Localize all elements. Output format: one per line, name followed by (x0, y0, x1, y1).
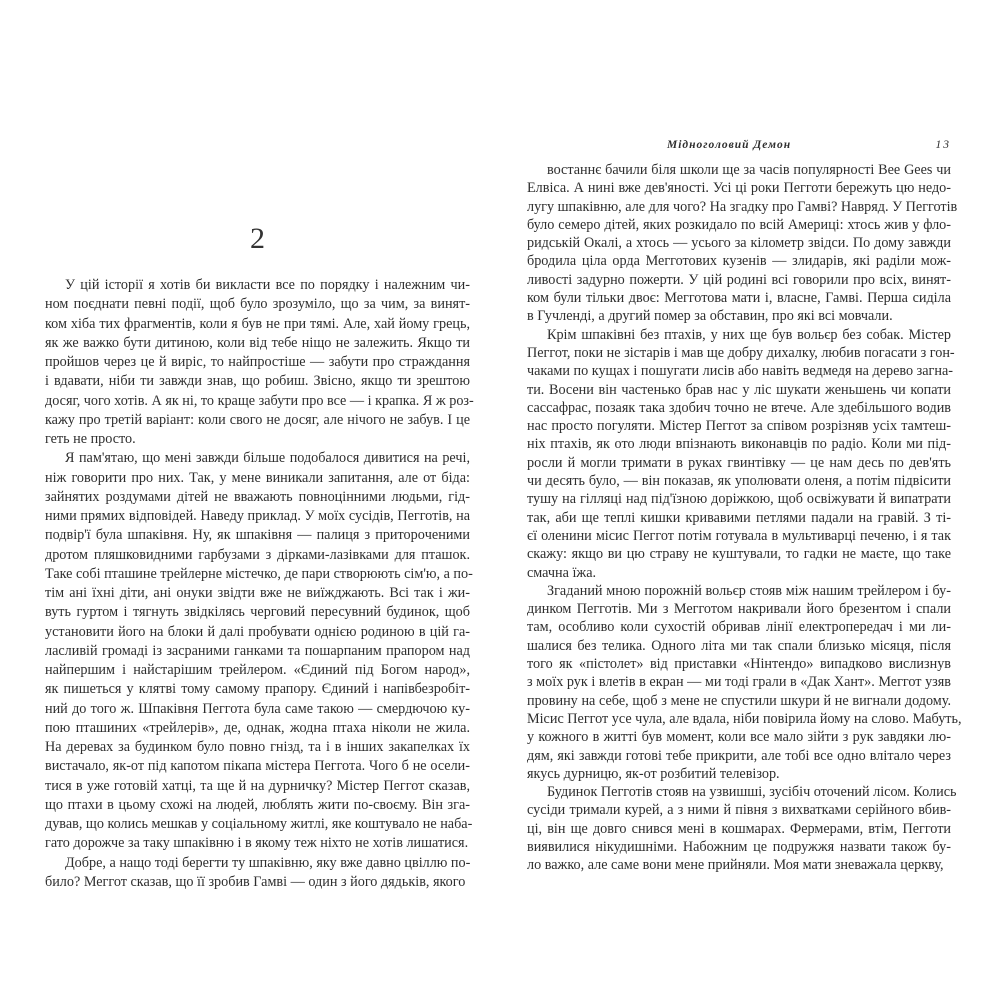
paragraph (45, 449, 473, 853)
text-line: ливості задурно пожерти. У цій родині всі говорили про всіх, винят- (527, 271, 951, 288)
text-line: Таке собі пташине трейлерне містечко, де пари створюють сім'ю, а по- (45, 565, 473, 582)
text-line: як пишеться у клятві тому самому прапору. Єдиний і напівбезробіт- (45, 681, 470, 698)
text-line: єї оленини місис Пеггот потім готувала в мультиварці печеню, і я так (527, 527, 951, 544)
text-line: ці, він ще довго снився мені в кошмарах. Фермерами, втім, Пегготи (527, 820, 951, 837)
text-line: ласливій громаді із засраними ганками та пошарпаним прапором над (45, 642, 470, 659)
text-line: смачна їжа. (527, 564, 597, 581)
paragraph (45, 854, 470, 893)
text-line: там, особливо коли сухостій обривав лінії електропередач і ми ли- (527, 619, 951, 636)
text-line: ними прямих відповідей. Наведу приклад. У моїх сусідів, Пегготів, на (45, 508, 470, 524)
text-line: востаннє бачили біля школи ще за часів популярності Bee Gees чи (547, 162, 951, 178)
text-line: ком були тільки двоє: Мегготова мати і, власне, Гамві. Перша сиділа (527, 290, 951, 307)
page-number: 13 (935, 139, 951, 151)
text-line: зайнятих роздумами дітей не вважають повноцінними людьми, гід- (45, 488, 470, 505)
text-line: бродила ціла орда Мегготових кузенів — злидарів, які раділи мож- (527, 253, 951, 270)
text-line: виявилися нікудишніми. Набожним це подружжя назвати також бу- (527, 838, 951, 855)
text-line: Згаданий мною порожній вольєр стояв між нашим трейлером і бу- (547, 582, 951, 599)
text-line: геть не просто. (45, 431, 136, 447)
text-line: Добре, а нащо тоді берегти ту шпаківню, яку вже давно цвіллю по- (65, 854, 471, 871)
text-line: як же важко бути дитиною, коли від тебе ніщо не залежить. Якщо ти (45, 334, 470, 351)
right-page (527, 0, 962, 1000)
text-line: Будинок Пегготів стояв на узвишші, зусібіч оточений лісом. Колись (547, 784, 957, 801)
paragraph (45, 276, 474, 449)
text-line: провину на себе, щоб з мене не спустили шкури й не вигнали додому. (527, 692, 951, 709)
text-line: чаками по кущах і пошугати лисів або навіть ведмедя на дерево загна- (527, 363, 953, 380)
paragraph (527, 326, 955, 582)
text-line: лугу шпаківню, але для чого? На згадку про Гамві? Навряд. У Пегготів (527, 198, 958, 215)
text-line: Крім шпаківні без птахів, у них ще був вольєр без собак. Містер (547, 326, 951, 343)
text-line: ніх птахів, як ото люди впізнають виконавців по радіо. Коли ми під- (527, 436, 951, 453)
text-line: найпершим і найстарішим трейлером. «Єдиний під Богом народ», (45, 662, 470, 678)
text-line: тушу на гілляці над під'їзною доріжкою, щоб освіжувати й випатрати (527, 491, 951, 508)
text-line: установити його на блоки й далі пробувати однією родиною в цій га- (45, 623, 470, 640)
text-line: ти. Восени він частенько брав нас у ліс шукати женьшень чи копати (527, 381, 951, 398)
text-line: тім ані їхні діти, ані онуки звідти вже не виїжджають. Всі так і жи- (45, 585, 470, 601)
text-line: вуть гуртом і тягнуть звідкілясь черговий пересувний будинок, щоб (45, 604, 470, 621)
text-line: сусіди тримали курей, а з ними й півня з вихватками серійного вбив- (527, 802, 951, 819)
text-line: ком хіба тих фрагментів, коли я був не при тямі. Але, хай йому грець, (45, 315, 470, 332)
text-line: нас просто погуляти. Містер Пеггот за співом розрізняв усіх тамтеш- (527, 418, 951, 435)
text-line: ридській Окалі, а хтось — усього за кілометр звідси. По дому завжди (527, 235, 951, 252)
left-page-body (45, 276, 474, 892)
text-line: кажу про третій варіант: коли свого не досяг, але нічого не забув. І це (45, 411, 470, 428)
text-line: так, аби ще теплі кишки кривавими петлями падали на гравій. З ті- (527, 509, 951, 526)
text-line: дротом пляшковидними гарбузами з дірками-лазівками для пташок. (45, 546, 470, 563)
text-line: пою пташиних «трейлерів», де, однак, жодна птаха ніколи не жила. (45, 719, 470, 736)
text-line: в Гучленді, а другий помер за обставин, про які всі мовчали. (527, 308, 893, 325)
text-line: Я пам'ятаю, що мені завжди більше подобалося дивитися на речі, (65, 450, 470, 467)
text-line: скажу: якщо ви цю страву не куштували, то гадки не маєте, що таке (527, 546, 951, 563)
text-line: досяг, чого хотів. А як ні, то краще забути про все — і крапка. Я ж роз- (45, 392, 474, 409)
running-title: Мідноголовий Демон (667, 139, 792, 151)
text-line: било? Меггот сказав, що її зробив Гамві — один з його дядьків, якого (45, 873, 466, 890)
text-line: Місис Пеггот усе чула, але вдала, ніби повірила йому на слово. Мабуть, (527, 710, 962, 727)
text-line: того як «пістолет» від приставки «Нінтендо» випадково вислизнув (527, 656, 951, 673)
text-line: було семеро дітей, яких розкидало по всій Америці: хтось жив у фло- (527, 216, 951, 233)
text-line: Пеггот, поки не зістарів і мав ще добру дихалку, любив погасати з гон- (527, 344, 955, 361)
text-line: подвір'ї була шпаківня. Ну, як шпаківня — палиця з приторoченими (45, 527, 470, 544)
text-line: якусь дурницю, як-от розбитий телевізор. (527, 765, 780, 782)
text-line: гато дорожче за таку шпаківню і в якому теж ніхто не хотів лишатися. (45, 835, 469, 852)
paragraph (527, 783, 957, 874)
text-line: чи десять було, — він показав, як уполювати оленя, а потім підвісити (527, 473, 951, 490)
text-line: ном поєднати певні події, щоб було зрозуміло, що за чим, за винят- (45, 296, 470, 313)
paragraph (527, 161, 958, 326)
text-line: з моїх рук і влетів в екран — ми тоді грали в «Дак Хант». Меггот узяв (527, 674, 951, 691)
paragraph (527, 582, 962, 783)
text-line: у кожного в житті був момент, коли все мало зійти з рук завдяки лю- (527, 729, 951, 746)
chapter-number: 2 (250, 222, 265, 255)
text-line: шалися без телика. Одного літа ми так спали близько місяця, після (527, 637, 951, 654)
text-line: пройшов через це й виріс, то найпростіше — забути про страждання (45, 354, 470, 370)
right-page-body (527, 161, 962, 875)
text-line: що птахи в цьому схожі на людей, люблять жити по-своєму. Він зга- (45, 796, 470, 813)
text-line: тися в уже готовій хатці, та ще й на дурничку? Містер Пеггот сказав, (45, 777, 470, 794)
text-line: і вдавати, ніби ти завжди знав, що робиш. Звісно, якщо ти зрештою (45, 373, 470, 390)
text-line: ний до того ж. Шпаківня Пеггота була саме такою — смердючою ку- (45, 700, 470, 717)
text-line: Елвіса. А нині вже дев'яності. Усі ці роки Пегготи бережуть цю недо- (527, 180, 951, 197)
text-line: ніж говорити про них. Так, у мене виникали запитання, але от біда: (45, 469, 470, 486)
left-page (45, 0, 474, 1000)
text-line: динком Пегготів. Ми з Мегготом накривали його брезентом і спали (527, 601, 951, 618)
text-line: ло важко, але саме вони мене прийняли. Моя мати зневажала церкву, (527, 857, 944, 874)
text-line: вистачало, як-от під капотом пікапа містера Пеггота. Чого б не осели- (45, 758, 470, 775)
text-line: дям, які завжди готові тебе прикрити, але тобі все одно влітало через (527, 747, 951, 764)
text-line: росли й могли тримати в руках гвинтівку — це нам десь по дев'ять (527, 454, 951, 471)
text-line: У цій історії я хотів би викласти все по порядку і належним чи- (65, 277, 470, 293)
text-line: На деревах за будинком було повно гнізд, та і в інших закапелках їх (45, 739, 470, 755)
text-line: сассафрас, позаяк така здобич точно не втече. Але здебільшого водив (527, 399, 951, 416)
text-line: дував, що колись мешкав у соціальному житлі, яке коштувало не наба- (45, 816, 473, 832)
